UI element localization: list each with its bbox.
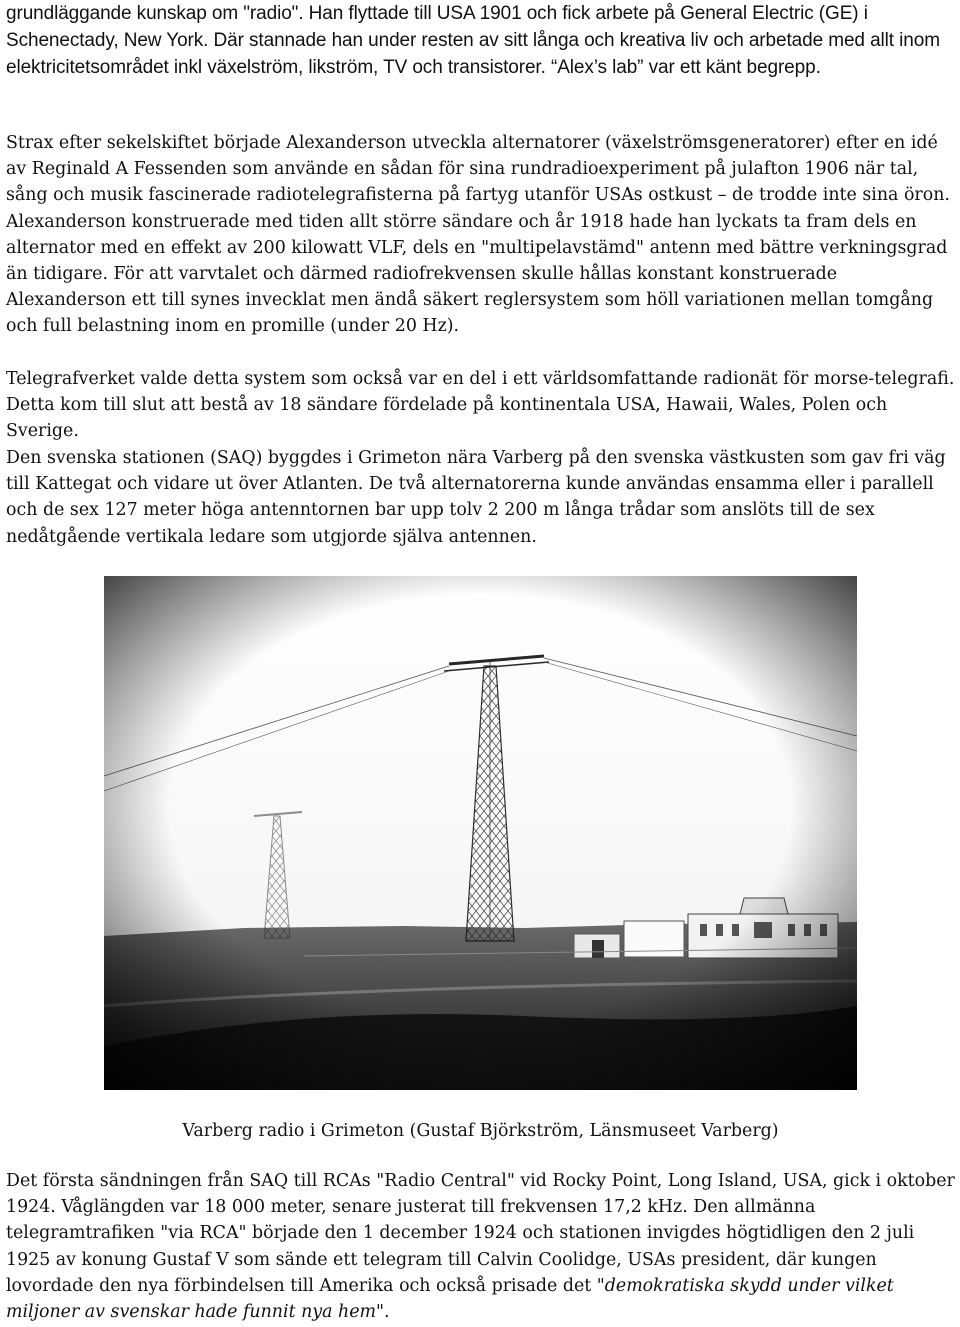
paragraph-alternators: Strax efter sekelskiftet började Alexanderson utveckla alternatorer (växelströmsgeneratorer) efter en idé av Reginald A Fessenden som använde en sådan för sina rundradioexperiment på julafton 1906 när tal, sång och musik fascinerade radiotelegrafisterna på fartyg utanför USAs ostkust – de trodde inte sina öron. Alexanderson konstruerade med tiden allt större sändare och år 1918 hade han lyckats ta fram dels en alternator med en effekt av 200 kilowatt VLF, dels en "multipelavstämd" antenn med bättre verkningsgrad än tidigare. För att varvtalet och därmed radiofrekvensen skulle hållas konstant konstruerade Alexanderson ett till synes invecklat men ändå säkert reglersystem som höll variationen mellan tomgång och full belastning inom en promille (under 20 Hz). [6,133,950,337]
paragraph-first-transmission [6,1168,956,1325]
paragraph-saq-grimeton: Den svenska stationen (SAQ) byggdes i Grimeton nära Varberg på den svenska västkusten som gav fri väg till Kattegat och vidare ut över Atlanten. De två alternatorerna kunde användas ensamma eller i parallell och de sex 127 meter höga antenntornen bar upp tolv 2 200 m långa trådar som anslöts till de sex nedåtgående vertikala ledare som utgjorde själva antennen. [6,448,946,547]
paragraph-first-transmission-text: Det första sändningen från SAQ till RCAs "Radio Central" vid Rocky Point, Long Island, USA, gick i oktober 1924. Våglängden var 18 000 meter, senare justerat till frekvensen 17,2 kHz. Den allmänna telegramtrafiken "via RCA" började den 1 december 1924 och stationen invigdes högtidligen den 2 juli 1925 av konung Gustaf V som sände ett telegram till Calvin Coolidge, USAs president, där kungen lovordade den nya förbindelsen till Amerika och också prisade det " [6,1171,955,1296]
paragraph-alexanderson-ge: grundläggande kunskap om "radio". Han flyttade till USA 1901 och fick arbete på General Electric (GE) i Schenectady, New York. Där stannade han under resten av sitt långa och kreativa liv och arbetade med allt inom elektricitetsområdet inkl växelström, likström, TV och transistorer. “Alex’s lab” var ett känt begrepp. [6,3,940,78]
king-quote: demokratiska skydd under vilket miljoner av svenskar hade funnit nya hem [6,1275,894,1323]
photo-caption: Varberg radio i Grimeton (Gustaf Björkström, Länsmuseet Varberg) [182,1121,779,1141]
grimeton-radio-station-photo [104,576,857,1090]
paragraph-first-transmission-end: ". [375,1302,390,1323]
paragraph-telegrafverket: Telegrafverket valde detta system som också var en del i ett världsomfattande radionät för morse-telegrafi. Detta kom till slut att bestå av 18 sändare fördelade på kontinentala USA, Hawaii, Wales, Polen och Sverige. [6,369,955,442]
